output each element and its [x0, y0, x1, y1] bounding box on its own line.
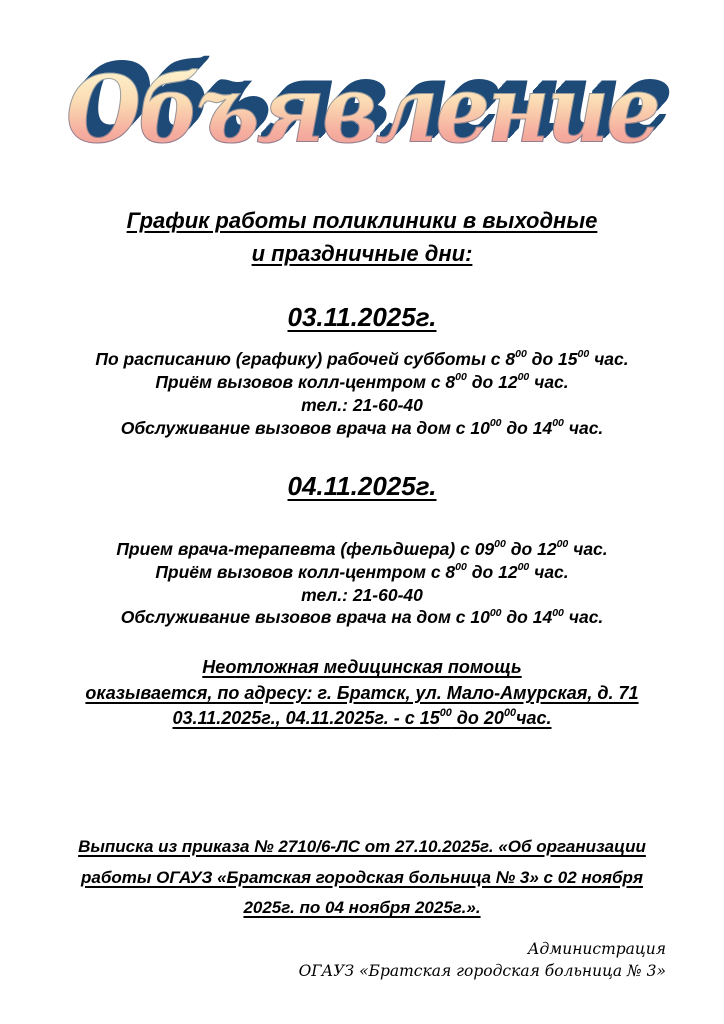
schedule-04-11 — [52, 538, 672, 630]
schedule-heading-line2: и праздничные дни: — [251, 241, 473, 266]
date-heading-04-11 — [52, 471, 672, 502]
date-heading-03-11-text: 03.11.2025г. — [287, 302, 437, 332]
wordart-title-block — [52, 54, 672, 192]
schedule-03-11 — [52, 348, 672, 440]
signature-line2: ОГАУЗ «Братская городская больница № 3» — [298, 961, 666, 980]
signature-block — [52, 938, 672, 982]
schedule-line: Приём вызовов колл-центром с $8^{00}$ до $12^{00}$ час. — [155, 371, 569, 392]
date-heading-04-11-text: 04.11.2025г. — [287, 470, 437, 501]
schedule-line: Прием врача-терапевта (фельдшера) с $09^{00}$ до $12^{00}$ час. — [116, 537, 608, 559]
emergency-line3: 03.11.2025г., 04.11.2025г. - с $15^{00}$ до $20^{00}час$. — [172, 707, 552, 729]
schedule-line: тел.: 21-60-40 — [301, 394, 423, 415]
schedule-line: Обслуживание вызовов врача на дом с $10^{00}$ до $14^{00}$ час. — [120, 606, 604, 628]
schedule-heading — [52, 204, 672, 270]
emergency-line1: Неотложная медицинская помощь — [202, 657, 522, 678]
wordart-title-text: Объявление — [65, 54, 659, 165]
schedule-line: Приём вызовов колл-центром с $8^{00}$ до $12^{00}$ час. — [155, 560, 569, 582]
schedule-line: По расписанию (графику) рабочей субботы с $8^{00}$ до $15^{00}$ час. — [95, 348, 629, 369]
schedule-heading-line1: График работы поликлиники в выходные — [126, 208, 598, 233]
emergency-line2: оказывается, по адресу: г. Братск, ул. Мало-Амурская, д. 71 — [85, 682, 639, 703]
schedule-line: Обслуживание вызовов врача на дом с $10^{00}$ до $14^{00}$ час. — [120, 416, 604, 438]
date-heading-03-11 — [52, 302, 672, 333]
order-extract-note: Выписка из приказа № 2710/6-ЛС от 27.10.2025г. «Об организации работы ОГАУЗ «Братская городская больница № 3» с 02 ноября 2025г. по 04 ноября 2025г.». — [78, 837, 646, 918]
emergency-info — [52, 655, 672, 732]
signature-line1: Администрация — [527, 939, 666, 958]
wordart-title — [66, 50, 658, 171]
schedule-line: тел.: 21-60-40 — [301, 584, 423, 605]
